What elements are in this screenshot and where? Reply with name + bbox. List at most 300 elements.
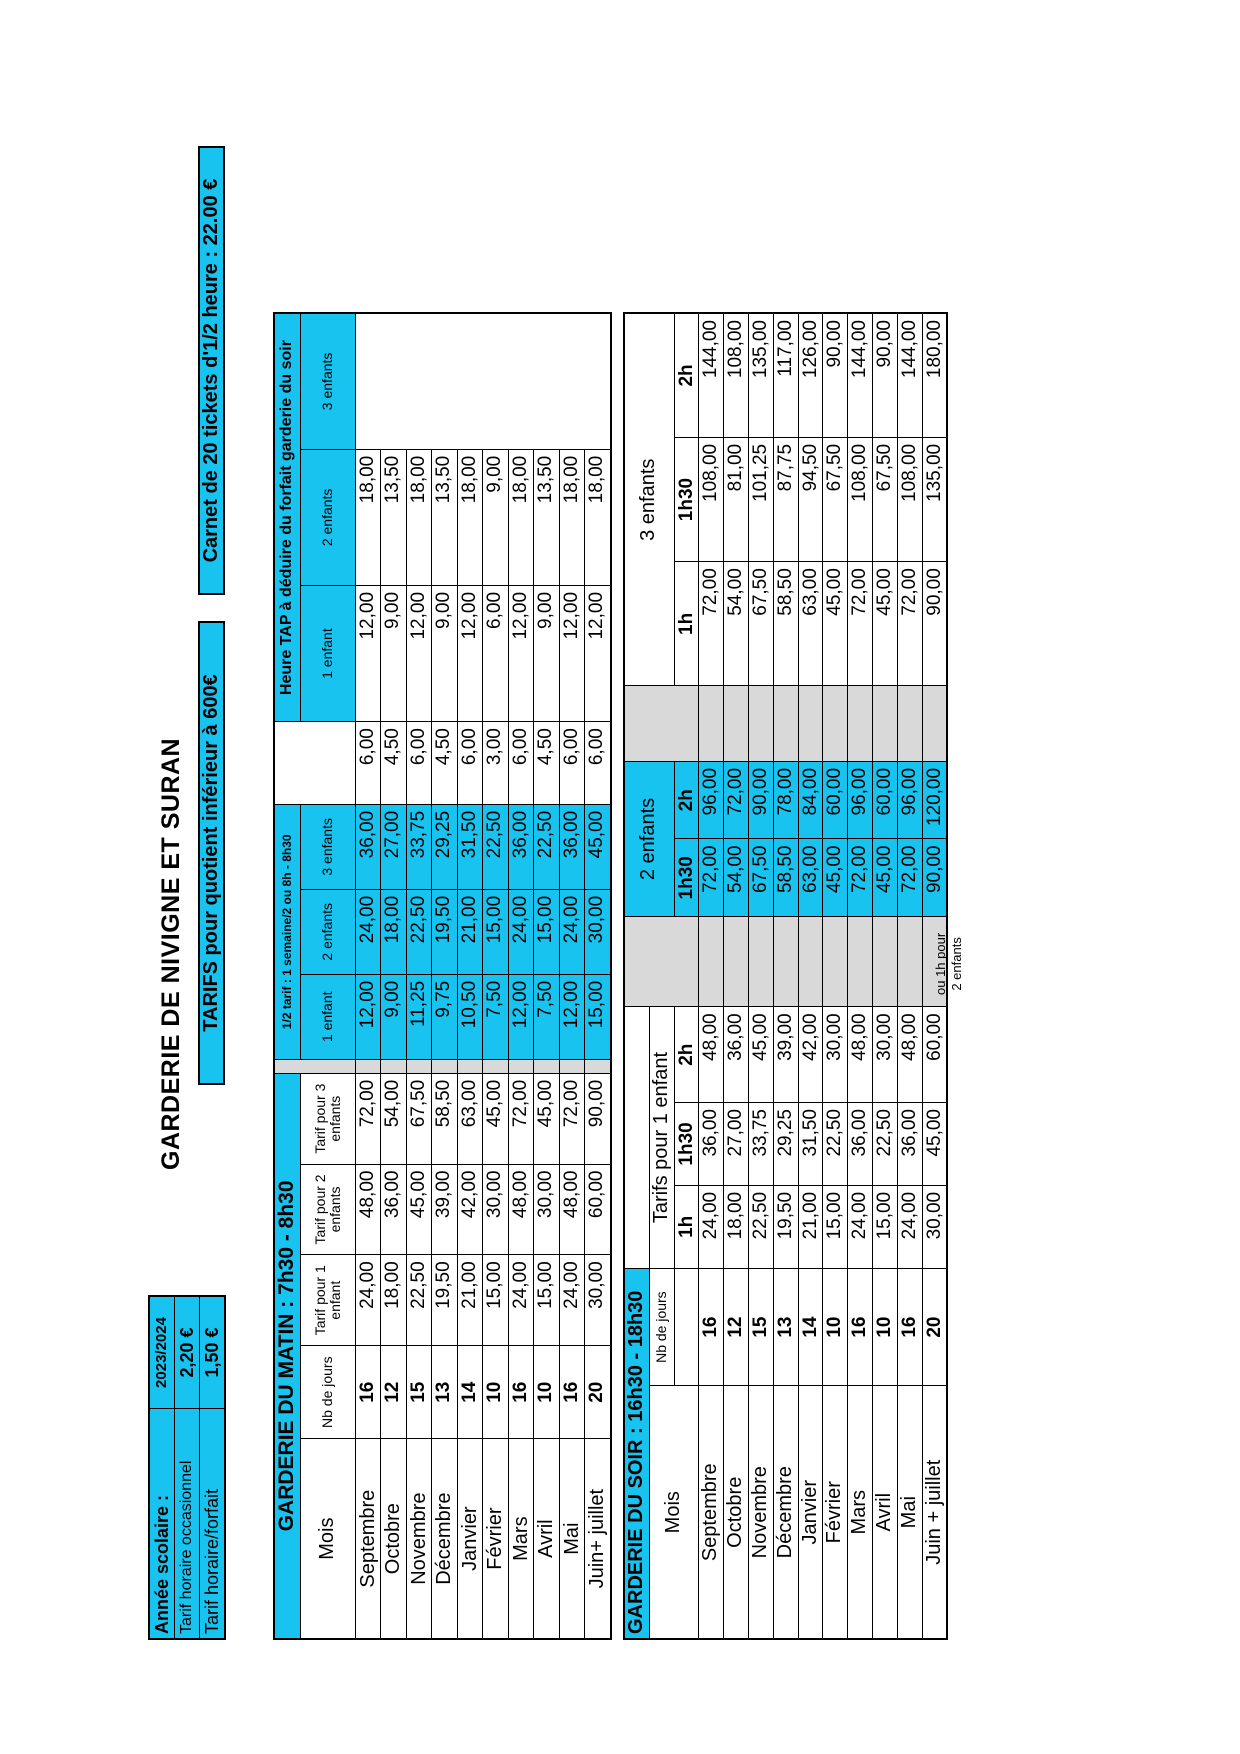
cell-q3: 22,50 (483, 804, 509, 889)
cell-a-1h30: 27,00 (724, 1103, 749, 1186)
cell-t3: 45,00 (534, 1073, 560, 1164)
spacer-grey (559, 1059, 585, 1073)
cell-b-2h: 96,00 (897, 761, 922, 839)
page-title: GARDERIE DE NIVIGNE ET SURAN (157, 737, 185, 1170)
spacer-grey (534, 1059, 560, 1073)
cell-a-1h30: 33,75 (748, 1103, 773, 1186)
cell-jours: 20 (922, 1268, 947, 1386)
col-t2: Tarif pour 2 enfants (300, 1164, 355, 1255)
cell-q3: 36,00 (559, 804, 585, 889)
cell-a-1h30: 45,00 (922, 1103, 947, 1186)
cell-mois: Mai (897, 1386, 922, 1639)
morning-table (273, 312, 612, 1640)
cell-mois: Décembre (773, 1386, 798, 1639)
year-label: Année scolaire : (149, 1409, 175, 1640)
cell-a-2h: 42,00 (798, 1007, 823, 1103)
cell-b-1h30: 72,00 (699, 839, 724, 917)
cell-b-1h30: 58,50 (773, 839, 798, 917)
cell-tap1: 6,00 (508, 722, 534, 805)
cell-b-2h: 60,00 (823, 761, 848, 839)
cell-mois: Décembre (432, 1439, 458, 1639)
cell-b-1h30: 45,00 (823, 839, 848, 917)
cell-mois: Janvier (457, 1439, 483, 1639)
cell-tap1: 6,00 (457, 722, 483, 805)
cell-t3: 72,00 (355, 1073, 381, 1164)
sub-2h-b: 2h (674, 761, 699, 839)
table-row (432, 313, 458, 1639)
cell-a-1h30: 31,50 (798, 1103, 823, 1186)
cell-b-1h30: 72,00 (848, 839, 873, 917)
rate-occasional-value: 2,20 € (175, 1296, 200, 1409)
cell-q2: 19,50 (432, 889, 458, 974)
cell-jours: 16 (699, 1268, 724, 1386)
cell-q2: 22,50 (406, 889, 432, 974)
cell-b-2h: 78,00 (773, 761, 798, 839)
cell-tap2: 6,00 (483, 585, 509, 721)
evening-grey-2 (724, 686, 749, 761)
cell-q1: 12,00 (508, 974, 534, 1059)
rotated-sheet (148, 150, 1008, 1640)
table-row (457, 313, 483, 1639)
evening-note (933, 933, 965, 995)
cell-q1: 10,50 (457, 974, 483, 1059)
evening-grey-2 (897, 686, 922, 761)
table-row (381, 313, 407, 1639)
cell-q1: 12,00 (559, 974, 585, 1059)
cell-a-1h: 15,00 (872, 1185, 897, 1268)
cell-a-1h30: 22,50 (872, 1103, 897, 1186)
col-q1: 1 enfant (300, 974, 355, 1059)
cell-tap3: 13,50 (432, 449, 458, 585)
cell-jours: 10 (872, 1268, 897, 1386)
cell-t3: 58,50 (432, 1073, 458, 1164)
year-box (148, 1295, 226, 1640)
cell-tap3: 18,00 (585, 449, 611, 585)
cell-t1: 18,00 (381, 1255, 407, 1346)
col-t3: Tarif pour 3 enfants (300, 1073, 355, 1164)
col-tap2: 2 enfants (300, 449, 355, 585)
cell-b-2h: 60,00 (872, 761, 897, 839)
cell-t2: 48,00 (355, 1164, 381, 1255)
rate-package-value: 1,50 € (200, 1296, 226, 1409)
cell-t1: 22,50 (406, 1255, 432, 1346)
cell-a-1h: 24,00 (848, 1185, 873, 1268)
cell-q3: 29,25 (432, 804, 458, 889)
cell-c-2h: 135,00 (748, 313, 773, 437)
cell-tap2: 12,00 (559, 585, 585, 721)
cell-c-1h: 54,00 (724, 562, 749, 686)
cell-b-2h: 120,00 (922, 761, 947, 839)
cell-jours: 13 (432, 1346, 458, 1439)
cell-tap2: 9,00 (534, 585, 560, 721)
table-row (534, 313, 560, 1639)
cell-a-1h30: 22,50 (823, 1103, 848, 1186)
evening-grey-2 (823, 686, 848, 761)
cell-tap1: 6,00 (406, 722, 432, 805)
cell-t3: 90,00 (585, 1073, 611, 1164)
cell-a-1h30: 36,00 (848, 1103, 873, 1186)
cell-mois: Mai (559, 1439, 585, 1639)
col-jours: Nb de jours (300, 1346, 355, 1439)
evening-table (623, 312, 948, 1640)
cell-t1: 15,00 (483, 1255, 509, 1346)
evening-grey-2 (848, 686, 873, 761)
cell-t2: 30,00 (483, 1164, 509, 1255)
cell-mois: Avril (534, 1439, 560, 1639)
table-row (406, 313, 432, 1639)
cell-tap2: 9,00 (432, 585, 458, 721)
cell-q1: 9,75 (432, 974, 458, 1059)
cell-b-1h30: 90,00 (922, 839, 947, 917)
cell-mois: Novembre (406, 1439, 432, 1639)
spacer-grey (432, 1059, 458, 1073)
year-value: 2023/2024 (149, 1296, 175, 1409)
table-row (699, 313, 724, 1639)
cell-jours: 13 (773, 1268, 798, 1386)
cell-mois: Février (823, 1386, 848, 1639)
cell-a-2h: 45,00 (748, 1007, 773, 1103)
cell-tap1: 4,50 (534, 722, 560, 805)
cell-c-2h: 144,00 (848, 313, 873, 437)
cell-tap1: 4,50 (432, 722, 458, 805)
cell-a-2h: 48,00 (897, 1007, 922, 1103)
evening-grey-1 (823, 917, 848, 1007)
cell-a-1h30: 29,25 (773, 1103, 798, 1186)
cell-tap3: 18,00 (457, 449, 483, 585)
cell-mois: Septembre (355, 1439, 381, 1639)
cell-t2: 42,00 (457, 1164, 483, 1255)
sub-1h30-c: 1h30 (674, 437, 699, 561)
cell-q1: 7,50 (534, 974, 560, 1059)
cell-mois: Octobre (724, 1386, 749, 1639)
cell-a-2h: 30,00 (872, 1007, 897, 1103)
evening-grey-1 (699, 917, 724, 1007)
cell-c-2h: 90,00 (872, 313, 897, 437)
evening-grey-2 (699, 686, 724, 761)
cell-c-1h: 63,00 (798, 562, 823, 686)
cell-q1: 12,00 (355, 974, 381, 1059)
evening-col-jours-empty (674, 1268, 699, 1386)
cell-a-1h: 24,00 (897, 1185, 922, 1268)
cell-tap2: 9,00 (381, 585, 407, 721)
evening-title-filler (624, 1007, 649, 1268)
cell-a-1h: 18,00 (724, 1185, 749, 1268)
table-row (559, 313, 585, 1639)
evening-grey-1 (872, 917, 897, 1007)
cell-t1: 24,00 (508, 1255, 534, 1346)
cell-t1: 15,00 (534, 1255, 560, 1346)
cell-q3: 27,00 (381, 804, 407, 889)
cell-tap3: 18,00 (355, 449, 381, 585)
evening-col-jours: Nb de jours (649, 1268, 674, 1386)
cell-b-2h: 96,00 (848, 761, 873, 839)
cell-c-2h: 108,00 (724, 313, 749, 437)
cell-t3: 45,00 (483, 1073, 509, 1164)
cell-jours: 20 (585, 1346, 611, 1439)
cell-a-1h: 30,00 (922, 1185, 947, 1268)
spacer-grey (483, 1059, 509, 1073)
cell-t2: 60,00 (585, 1164, 611, 1255)
table-row (773, 313, 798, 1639)
cell-b-1h30: 63,00 (798, 839, 823, 917)
sub-1h-a: 1h (674, 1185, 699, 1268)
cell-jours: 12 (381, 1346, 407, 1439)
cell-c-2h: 117,00 (773, 313, 798, 437)
cell-a-2h: 30,00 (823, 1007, 848, 1103)
group-2-label: 2 enfants (624, 761, 674, 916)
cell-jours: 16 (848, 1268, 873, 1386)
cell-c-2h: 180,00 (922, 313, 947, 437)
rate-package-label: Tarif horaire/forfait (200, 1409, 226, 1640)
cell-jours: 10 (534, 1346, 560, 1439)
cell-c-1h: 72,00 (897, 562, 922, 686)
cell-t1: 19,50 (432, 1255, 458, 1346)
cell-b-1h30: 67,50 (748, 839, 773, 917)
cell-q2: 24,00 (355, 889, 381, 974)
evening-grey-2 (624, 686, 699, 761)
cell-jours: 16 (897, 1268, 922, 1386)
cell-b-1h30: 72,00 (897, 839, 922, 917)
rate-occasional-label: Tarif horaire occasionnel (175, 1409, 200, 1640)
note-line-1: ou 1h pour (933, 932, 948, 995)
quotient-banner: TARIFS pour quotient inférieur à 600€ (198, 621, 225, 1085)
cell-b-2h: 72,00 (724, 761, 749, 839)
cell-c-1h: 45,00 (872, 562, 897, 686)
cell-jours: 10 (823, 1268, 848, 1386)
cell-mois: Mars (508, 1439, 534, 1639)
cell-jours: 10 (483, 1346, 509, 1439)
cell-tap2: 12,00 (355, 585, 381, 721)
cell-c-2h: 144,00 (699, 313, 724, 437)
cell-c-1h30: 108,00 (848, 437, 873, 561)
cell-mois: Février (483, 1439, 509, 1639)
table-row (355, 313, 381, 1639)
cell-b-2h: 96,00 (699, 761, 724, 839)
cell-q3: 22,50 (534, 804, 560, 889)
col-t1: Tarif pour 1 enfant (300, 1255, 355, 1346)
cell-c-1h30: 135,00 (922, 437, 947, 561)
cell-tap2: 12,00 (457, 585, 483, 721)
cell-mois: Juin + juillet (922, 1386, 947, 1639)
cell-a-2h: 48,00 (848, 1007, 873, 1103)
cell-q1: 7,50 (483, 974, 509, 1059)
morning-title: GARDERIE DU MATIN : 7h30 - 8h30 (274, 1073, 300, 1639)
cell-q2: 15,00 (483, 889, 509, 974)
cell-c-1h30: 67,50 (823, 437, 848, 561)
evening-grey-1 (848, 917, 873, 1007)
spacer-grey (457, 1059, 483, 1073)
table-row (897, 313, 922, 1639)
cell-t2: 48,00 (559, 1164, 585, 1255)
cell-a-2h: 48,00 (699, 1007, 724, 1103)
cell-tap1: 3,00 (483, 722, 509, 805)
cell-jours: 16 (559, 1346, 585, 1439)
cell-t3: 72,00 (508, 1073, 534, 1164)
cell-mois: Avril (872, 1386, 897, 1639)
evening-grey-1 (624, 917, 699, 1007)
spacer-grey (381, 1059, 407, 1073)
table-row (585, 313, 611, 1639)
cell-tap2: 12,00 (406, 585, 432, 721)
cell-mois: Mars (848, 1386, 873, 1639)
cell-a-2h: 60,00 (922, 1007, 947, 1103)
cell-q3: 45,00 (585, 804, 611, 889)
cell-jours: 16 (508, 1346, 534, 1439)
table-row (724, 313, 749, 1639)
cell-mois: Septembre (699, 1386, 724, 1639)
cell-b-1h30: 54,00 (724, 839, 749, 917)
group-1-label: Tarifs pour 1 enfant (649, 1007, 674, 1268)
cell-tap1: 4,50 (381, 722, 407, 805)
cell-q3: 33,75 (406, 804, 432, 889)
cell-a-1h30: 36,00 (897, 1103, 922, 1186)
evening-grey-1 (798, 917, 823, 1007)
cell-tap3: 18,00 (406, 449, 432, 585)
cell-jours: 12 (724, 1268, 749, 1386)
spacer-grey (585, 1059, 611, 1073)
cell-t1: 21,00 (457, 1255, 483, 1346)
spacer-grey (406, 1059, 432, 1073)
cell-a-1h: 22,50 (748, 1185, 773, 1268)
cell-tap3: 13,50 (534, 449, 560, 585)
cell-a-1h30: 36,00 (699, 1103, 724, 1186)
table-row (848, 313, 873, 1639)
cell-tap3: 13,50 (381, 449, 407, 585)
cell-mois: Juin+ juillet (585, 1439, 611, 1639)
cell-t1: 24,00 (355, 1255, 381, 1346)
sub-2h-a: 2h (674, 1007, 699, 1103)
col-q2: 2 enfants (300, 889, 355, 974)
cell-q1: 9,00 (381, 974, 407, 1059)
col-q3: 3 enfants (300, 804, 355, 889)
cell-tap1: 6,00 (355, 722, 381, 805)
evening-grey-2 (773, 686, 798, 761)
sub-1h30-b: 1h30 (674, 839, 699, 917)
cell-c-1h30: 108,00 (699, 437, 724, 561)
cell-t3: 72,00 (559, 1073, 585, 1164)
cell-c-1h: 67,50 (748, 562, 773, 686)
cell-c-2h: 90,00 (823, 313, 848, 437)
cell-c-1h30: 101,25 (748, 437, 773, 561)
cell-t3: 67,50 (406, 1073, 432, 1164)
cell-c-2h: 144,00 (897, 313, 922, 437)
table-row (748, 313, 773, 1639)
cell-q2: 18,00 (381, 889, 407, 974)
cell-jours: 16 (355, 1346, 381, 1439)
cell-jours: 14 (798, 1268, 823, 1386)
cell-a-1h: 21,00 (798, 1185, 823, 1268)
cell-t2: 30,00 (534, 1164, 560, 1255)
cell-tap3: 18,00 (559, 449, 585, 585)
col-tap3: 3 enfants (300, 313, 355, 449)
evening-col-mois: Mois (649, 1386, 699, 1639)
cell-q2: 15,00 (534, 889, 560, 974)
cell-c-1h: 45,00 (823, 562, 848, 686)
cell-c-1h30: 67,50 (872, 437, 897, 561)
cell-mois: Novembre (748, 1386, 773, 1639)
cell-b-2h: 84,00 (798, 761, 823, 839)
cell-a-1h: 24,00 (699, 1185, 724, 1268)
cell-t2: 45,00 (406, 1164, 432, 1255)
table-row (798, 313, 823, 1639)
cell-tap3: 9,00 (483, 449, 509, 585)
spacer-grey (274, 1059, 355, 1073)
col-mois: Mois (300, 1439, 355, 1639)
cell-q1: 11,25 (406, 974, 432, 1059)
sub-1h30-a: 1h30 (674, 1103, 699, 1186)
cell-c-1h30: 87,75 (773, 437, 798, 561)
cell-a-1h: 15,00 (823, 1185, 848, 1268)
evening-grey-2 (748, 686, 773, 761)
cell-c-1h: 58,50 (773, 562, 798, 686)
cell-mois: Octobre (381, 1439, 407, 1639)
cell-c-1h30: 94,50 (798, 437, 823, 561)
cell-mois: Janvier (798, 1386, 823, 1639)
cell-q2: 24,00 (559, 889, 585, 974)
cell-tap2: 12,00 (585, 585, 611, 721)
cell-t3: 54,00 (381, 1073, 407, 1164)
cell-jours: 15 (406, 1346, 432, 1439)
cell-t3: 63,00 (457, 1073, 483, 1164)
cell-b-2h: 90,00 (748, 761, 773, 839)
cell-t1: 30,00 (585, 1255, 611, 1346)
cell-t2: 39,00 (432, 1164, 458, 1255)
cell-a-2h: 36,00 (724, 1007, 749, 1103)
cell-t2: 48,00 (508, 1164, 534, 1255)
spacer-grey (508, 1059, 534, 1073)
cell-q2: 30,00 (585, 889, 611, 974)
cell-q1: 15,00 (585, 974, 611, 1059)
evening-title: GARDERIE DU SOIR : 16h30 - 18h30 (624, 1268, 649, 1639)
cell-jours: 15 (748, 1268, 773, 1386)
evening-grey-2 (798, 686, 823, 761)
evening-grey-2 (922, 686, 947, 761)
cell-c-2h: 126,00 (798, 313, 823, 437)
cell-c-1h: 72,00 (699, 562, 724, 686)
tap-title: Heure TAP à déduire du forfait garderie du soir (274, 313, 300, 722)
cell-q2: 24,00 (508, 889, 534, 974)
half-rate-title: 1/2 tarif : 1 semaine/2 ou 8h - 8h30 (274, 804, 300, 1059)
table-row (872, 313, 897, 1639)
cell-t1: 24,00 (559, 1255, 585, 1346)
cell-q3: 36,00 (355, 804, 381, 889)
evening-grey-1 (897, 917, 922, 1007)
cell-b-1h30: 45,00 (872, 839, 897, 917)
gap-column (274, 722, 355, 805)
cell-tap3: 18,00 (508, 449, 534, 585)
cell-tap1: 6,00 (585, 722, 611, 805)
sub-1h-c: 1h (674, 562, 699, 686)
cell-a-2h: 39,00 (773, 1007, 798, 1103)
cell-a-1h: 19,50 (773, 1185, 798, 1268)
cell-tap1: 6,00 (559, 722, 585, 805)
cell-c-1h30: 108,00 (897, 437, 922, 561)
cell-c-1h: 90,00 (922, 562, 947, 686)
table-row (508, 313, 534, 1639)
col-tap1: 1 enfant (300, 585, 355, 721)
carnet-banner: Carnet de 20 tickets d'1/2 heure : 22.00 € (198, 146, 225, 595)
evening-grey-2 (872, 686, 897, 761)
cell-t2: 36,00 (381, 1164, 407, 1255)
spacer-grey (355, 1059, 381, 1073)
evening-grey-1 (748, 917, 773, 1007)
cell-jours: 14 (457, 1346, 483, 1439)
cell-tap2: 12,00 (508, 585, 534, 721)
evening-grey-1 (773, 917, 798, 1007)
cell-c-1h30: 81,00 (724, 437, 749, 561)
note-line-2: 2 enfants (949, 937, 964, 991)
cell-q2: 21,00 (457, 889, 483, 974)
